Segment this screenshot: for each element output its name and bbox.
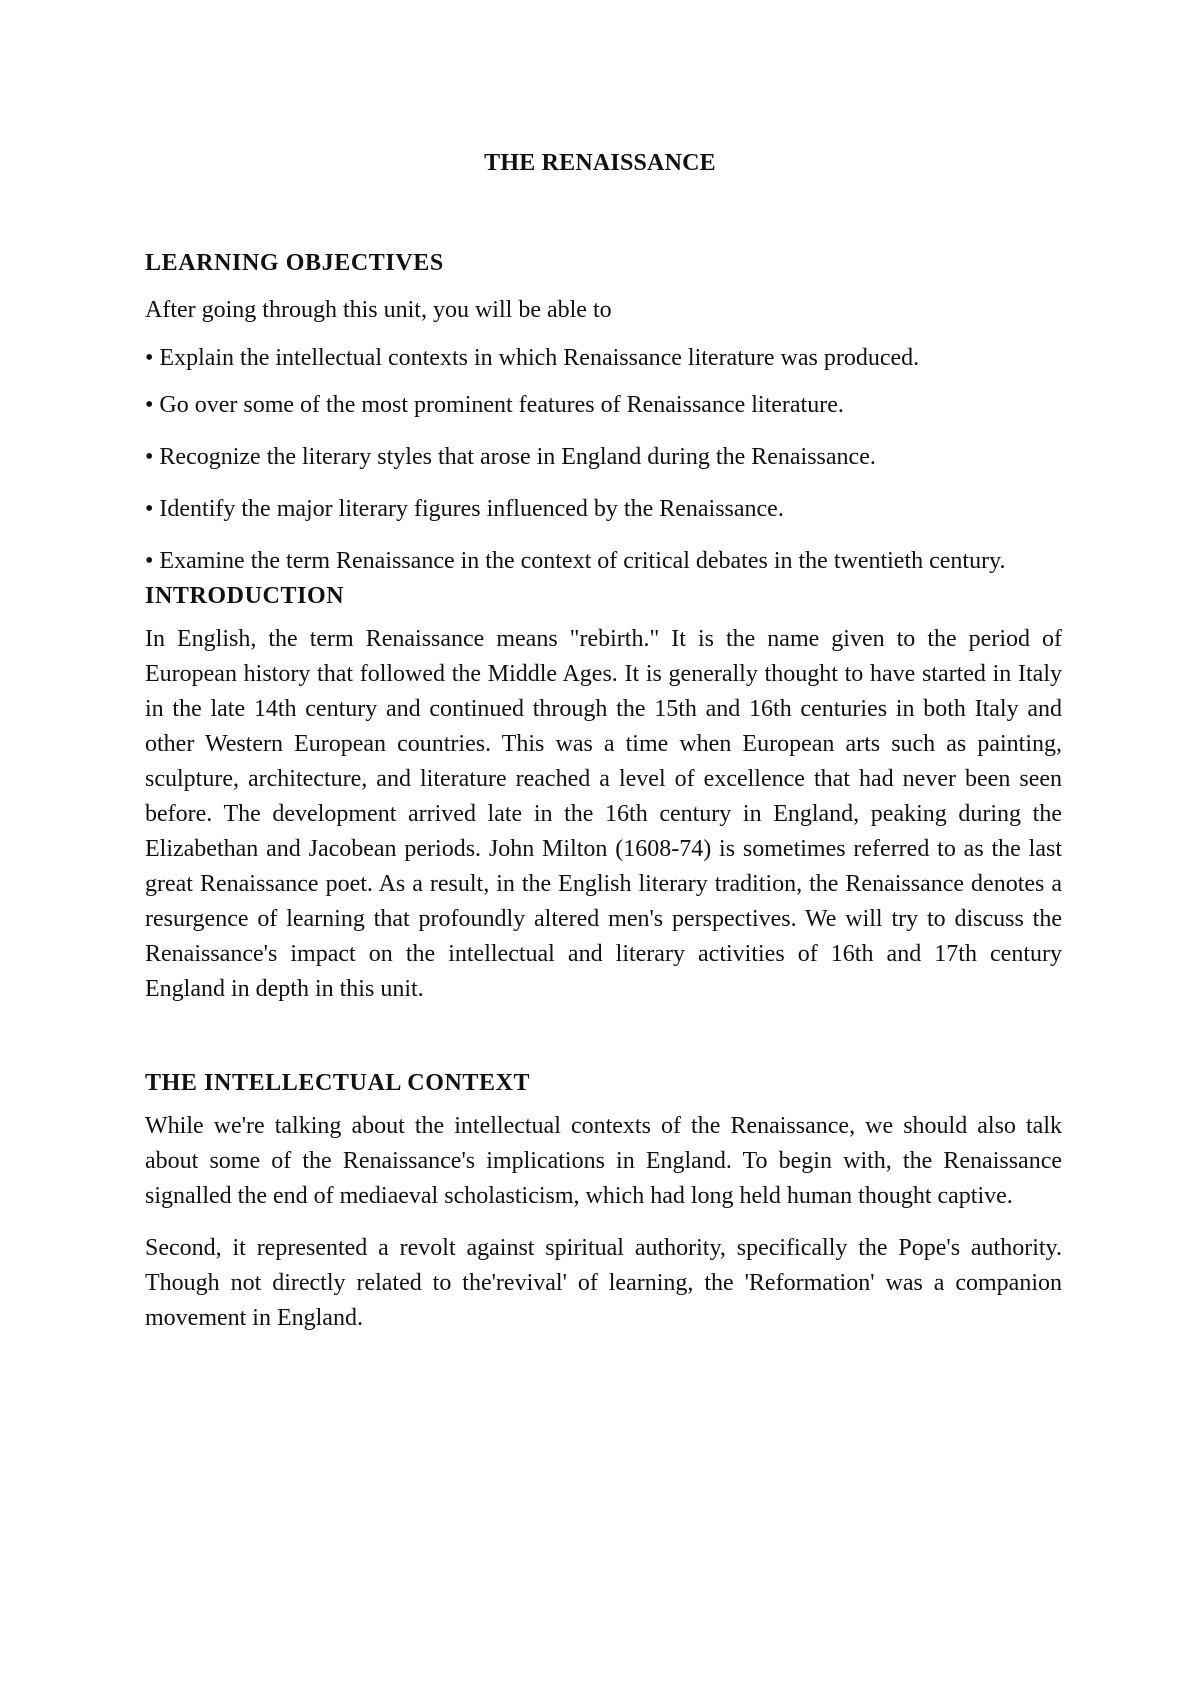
intellectual-context-section [145,1070,1062,1336]
document-body [145,250,1062,1336]
introduction-heading: INTRODUCTION [145,583,345,609]
objective-item: • Go over some of the most prominent features of Renaissance literature. [145,392,844,418]
introduction-section [145,583,1062,1007]
objective-item: • Recognize the literary styles that arose in England during the Renaissance. [145,444,876,470]
introduction-paragraph: In English, the term Renaissance means "rebirth." It is the name given to the period of European history that followed the Middle Ages. It is generally thought to have started in Italy in the late 14th century and continued through the 15th and 16th centuries in both Italy and other Western European countries. This was a time when European arts such as painting, sculpture, architecture, and literature reached a level of excellence that had never been seen before. The development arrived late in the 16th century in England, peaking during the Elizabethan and Jacobean periods. John Milton (1608-74) is sometimes referred to as the last great Renaissance poet. As a result, in the English literary tradition, the Renaissance denotes a resurgence of learning that profoundly altered men's perspectives. We will try to discuss the Renaissance's impact on the intellectual and literary activities of 16th and 17th century England in depth in this unit. [145,626,1062,1002]
objective-item: • Explain the intellectual contexts in which Renaissance literature was produced. [145,345,920,371]
intellectual-context-paragraph: While we're talking about the intellectual contexts of the Renaissance, we should also talk about some of the Renaissance's implications in England. To begin with, the Renaissance signalled the end of mediaeval scholasticism, which had long held human thought captive. [145,1113,1062,1209]
learning-objectives-intro: After going through this unit, you will be able to [145,297,612,323]
learning-objectives-heading: LEARNING OBJECTIVES [145,250,444,276]
learning-objectives-section [145,250,1062,579]
learning-objectives-list [145,341,1062,579]
intellectual-context-heading: THE INTELLECTUAL CONTEXT [145,1070,531,1096]
objective-item: • Identify the major literary figures influenced by the Renaissance. [145,496,784,522]
document-title: THE RENAISSANCE [484,150,716,176]
intellectual-context-paragraph: Second, it represented a revolt against spiritual authority, specifically the Pope's authority. Though not directly related to the'revival' of learning, the 'Reformation' was a companion movement in England. [145,1235,1062,1331]
objective-item: • Examine the term Renaissance in the context of critical debates in the twentieth century. [145,548,1006,574]
